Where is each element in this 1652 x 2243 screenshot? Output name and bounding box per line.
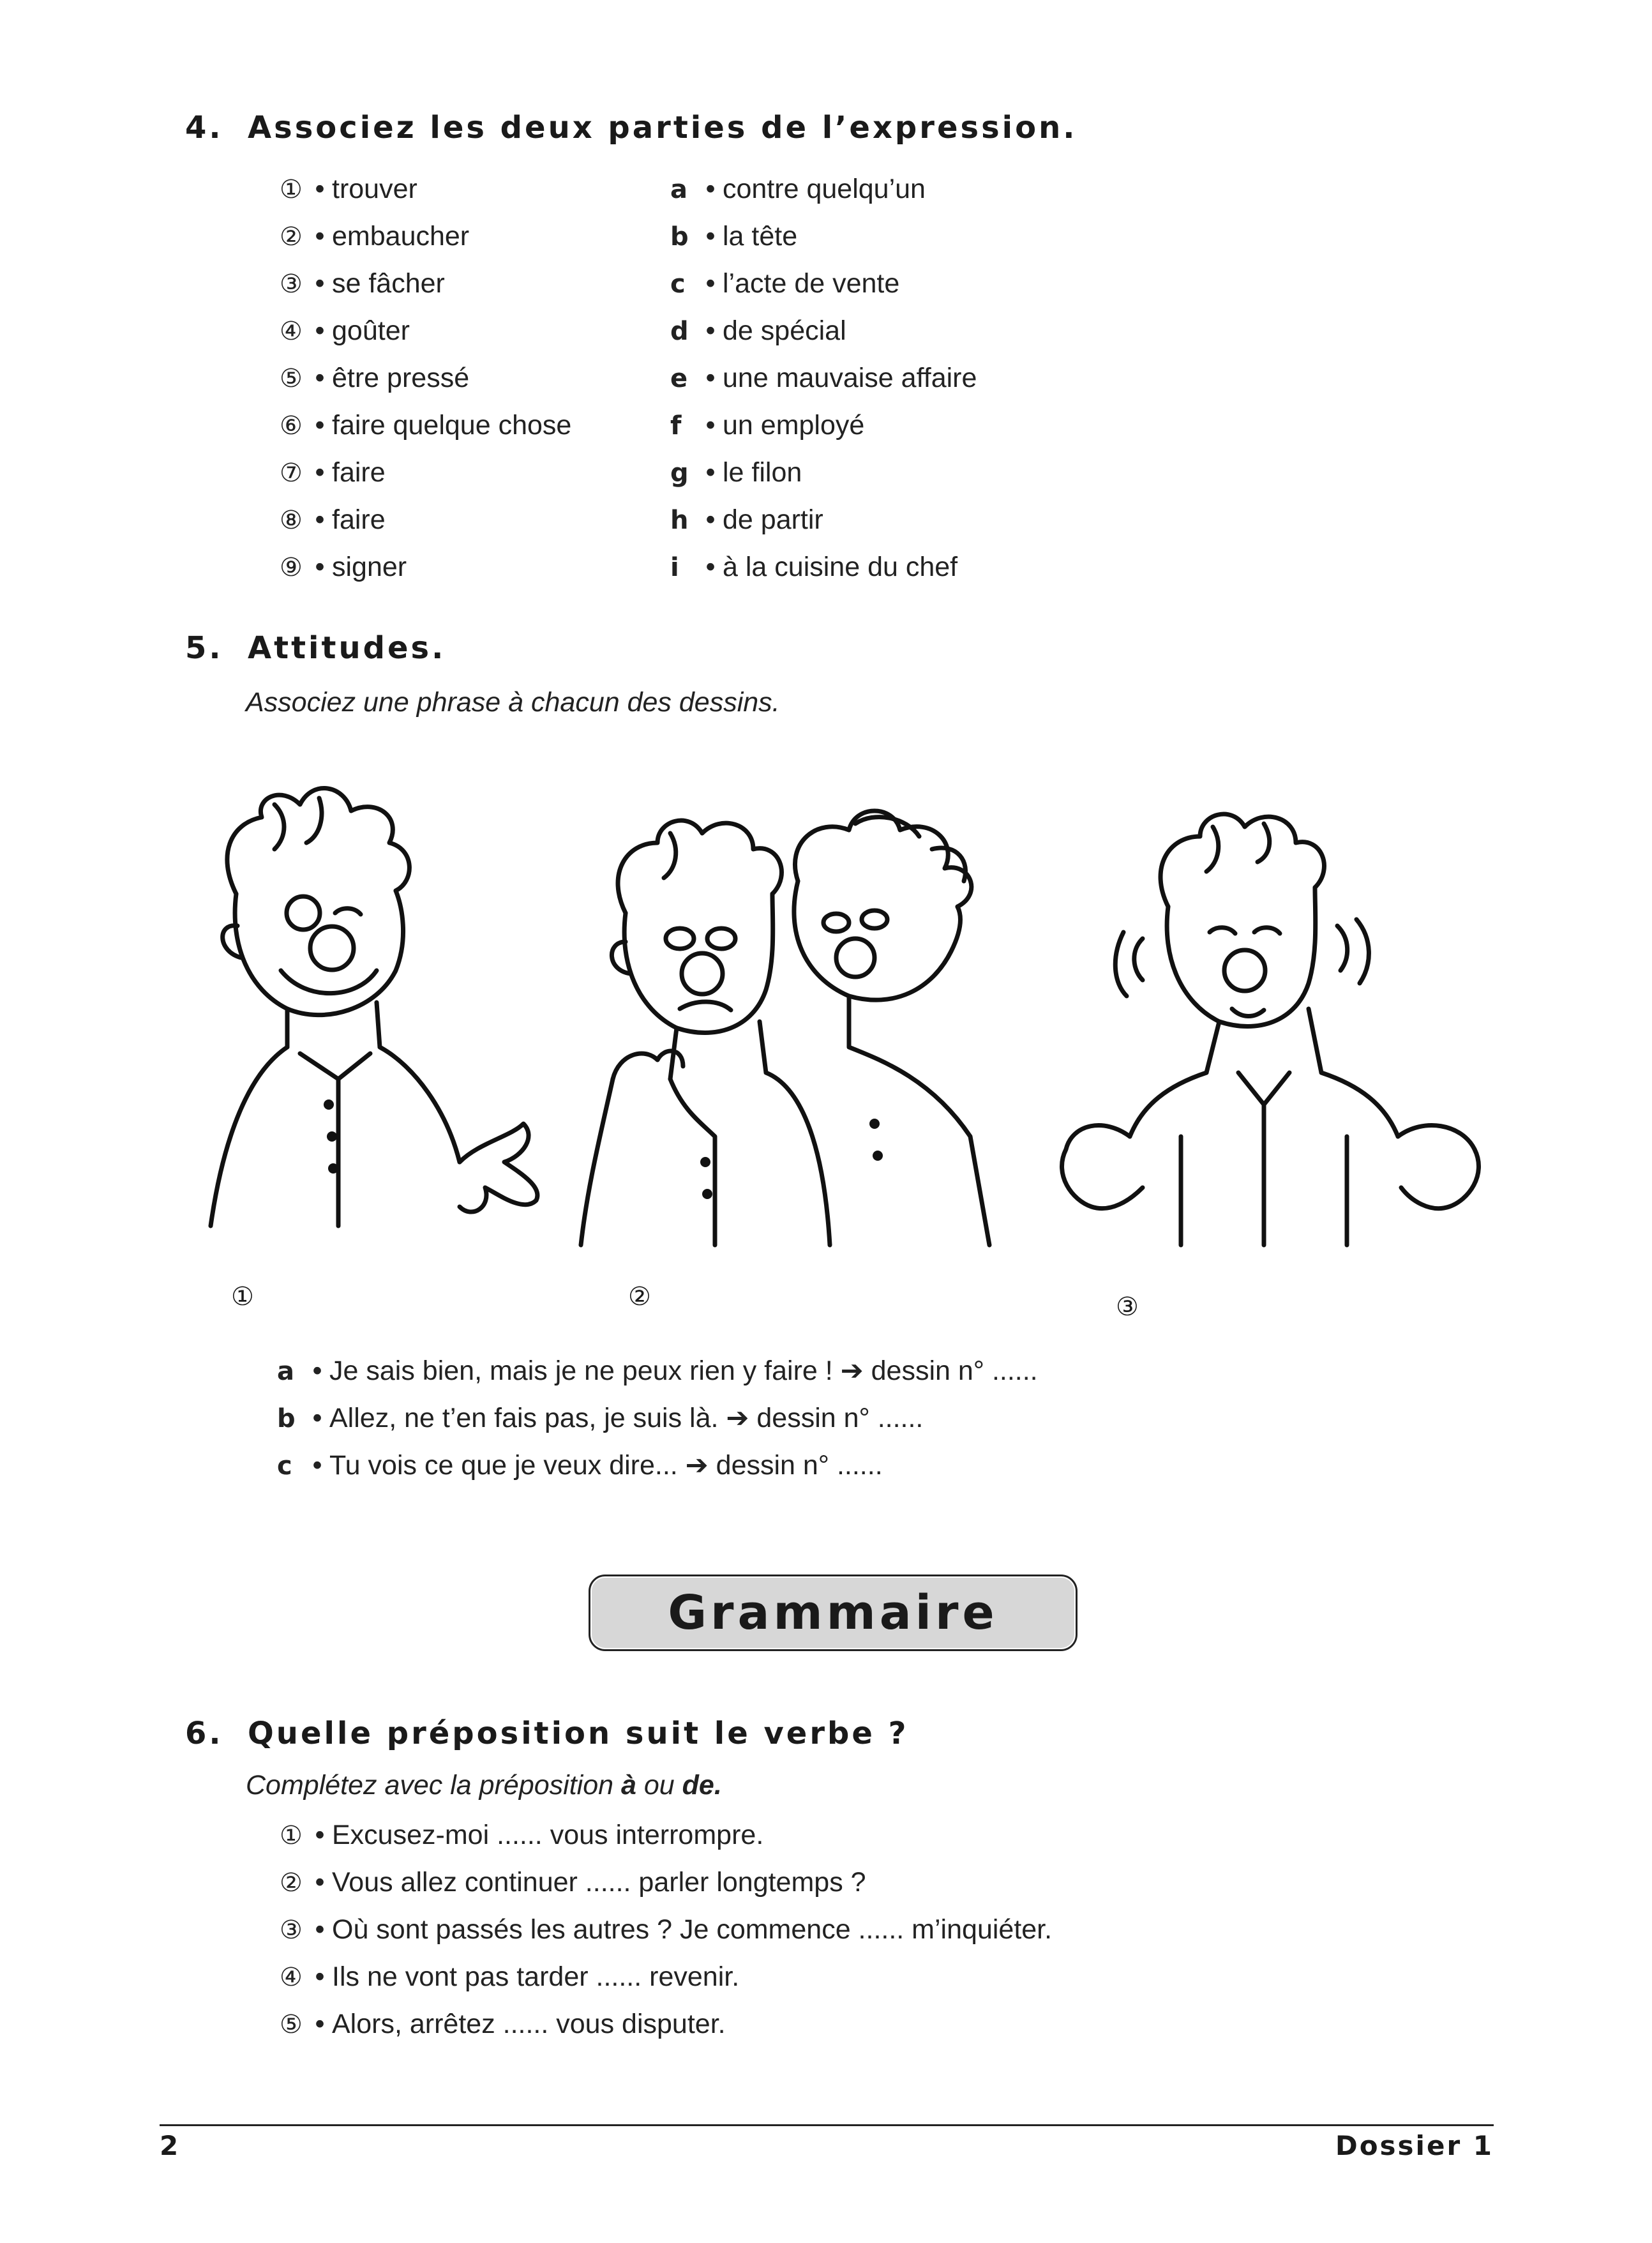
expression-start-item <box>280 363 469 394</box>
item-text: Où sont passés les autres ? Je commence ...... m’inquiéter. <box>332 1914 1053 1945</box>
exercise-sentence <box>280 2009 726 2040</box>
item-number: ⑤ <box>280 2011 303 2039</box>
section-6-title: Quelle préposition suit le verbe ? <box>248 1716 909 1751</box>
phrase-item <box>277 1449 883 1481</box>
section-6-heading <box>185 1716 908 1751</box>
item-text: contre quelqu’un <box>723 174 926 204</box>
item-number: ⑧ <box>280 506 303 534</box>
expression-start-item <box>280 457 386 488</box>
exercise-sentence <box>280 1961 739 1993</box>
item-text: se fâcher <box>332 268 445 299</box>
item-number: ① <box>280 1822 303 1850</box>
item-text: Alors, arrêtez ...... vous disputer. <box>332 2009 726 2039</box>
footer-rule <box>160 2124 1494 2126</box>
expression-end-item <box>670 221 797 252</box>
drawing-number: ③ <box>1116 1293 1139 1321</box>
item-text: à la cuisine du chef <box>723 552 958 582</box>
item-number: ② <box>280 223 303 251</box>
cartoon-two-men-consoling-drawing <box>574 804 1047 1251</box>
grammaire-banner <box>589 1575 1078 1651</box>
cartoon-man-winking-drawing <box>191 779 549 1251</box>
expression-start-item <box>280 268 445 299</box>
bullet: • <box>315 457 325 488</box>
dossier-label: Dossier 1 <box>1335 2130 1494 2161</box>
expression-end-item <box>670 315 846 347</box>
item-number: ⑦ <box>280 459 303 487</box>
item-number: ① <box>280 176 303 204</box>
section-6-instruction <box>246 1770 722 1801</box>
bullet: • <box>705 221 716 252</box>
section-4-title: Associez les deux parties de l’expression. <box>248 110 1078 146</box>
bullet: • <box>705 268 716 299</box>
item-letter: f <box>670 411 682 441</box>
expression-start-item <box>280 221 469 252</box>
section-4-number: 4. <box>185 110 223 146</box>
expression-start-item <box>280 410 571 441</box>
expression-end-item <box>670 268 899 299</box>
preposition-de: de. <box>682 1770 722 1801</box>
bullet: • <box>315 363 325 393</box>
item-text: signer <box>332 552 407 582</box>
bullet: • <box>312 1356 322 1386</box>
bullet: • <box>315 504 325 535</box>
expression-end-item <box>670 504 823 536</box>
item-letter: c <box>670 269 686 299</box>
item-number: ⑤ <box>280 365 303 393</box>
phrase-item <box>277 1402 923 1434</box>
item-number: ⑥ <box>280 412 303 440</box>
section-5-heading <box>185 630 446 666</box>
phrase-item <box>277 1355 1038 1387</box>
item-text: de partir <box>723 504 823 535</box>
bullet: • <box>705 457 716 488</box>
item-text: goûter <box>332 315 410 346</box>
item-number: ④ <box>280 317 303 345</box>
bullet: • <box>705 363 716 393</box>
item-number: ⑨ <box>280 554 303 582</box>
item-letter: i <box>670 553 679 582</box>
expression-start-item <box>280 552 407 583</box>
item-text: Vous allez continuer ...... parler longtemps ? <box>332 1867 866 1898</box>
item-text: de spécial <box>723 315 846 346</box>
bullet: • <box>705 504 716 535</box>
preposition-a: à <box>620 1770 636 1801</box>
bullet: • <box>315 174 325 204</box>
item-letter: a <box>277 1357 294 1386</box>
bullet: • <box>315 1867 325 1898</box>
item-text: Ils ne vont pas tarder ...... revenir. <box>332 1961 740 1992</box>
item-text: Je sais bien, mais je ne peux rien y faire ! ➔ dessin n° ...... <box>329 1356 1038 1386</box>
item-letter: g <box>670 458 689 488</box>
bullet: • <box>705 410 716 441</box>
item-letter: c <box>277 1451 292 1481</box>
bullet: • <box>315 552 325 582</box>
section-4-heading <box>185 110 1077 146</box>
bullet: • <box>315 1820 325 1850</box>
section-6-instruction-or: ou <box>636 1770 682 1801</box>
drawing-number: ① <box>231 1283 254 1311</box>
expression-start-item <box>280 504 386 536</box>
item-text: une mauvaise affaire <box>723 363 977 393</box>
bullet: • <box>315 315 325 346</box>
item-text: Excusez-moi ...... vous interrompre. <box>332 1820 764 1850</box>
bullet: • <box>315 1961 325 1992</box>
expression-end-item <box>670 457 802 488</box>
item-number: ③ <box>280 270 303 298</box>
bullet: • <box>315 268 325 299</box>
grammaire-banner-label: Grammaire <box>668 1585 998 1640</box>
bullet: • <box>705 315 716 346</box>
expression-end-item <box>670 174 926 205</box>
bullet: • <box>705 174 716 204</box>
section-5-instruction: Associez une phrase à chacun des dessins. <box>246 687 780 718</box>
page-number: 2 <box>160 2130 181 2161</box>
expression-start-item <box>280 315 410 347</box>
item-number: ② <box>280 1869 303 1897</box>
item-letter: h <box>670 506 689 535</box>
drawing-number: ② <box>628 1283 651 1311</box>
cartoon-man-shrugging-drawing <box>1053 804 1513 1251</box>
item-number: ④ <box>280 1963 303 1991</box>
item-text: un employé <box>723 410 865 441</box>
bullet: • <box>315 2009 325 2039</box>
bullet: • <box>312 1403 322 1433</box>
exercise-sentence <box>280 1820 763 1851</box>
item-text: le filon <box>723 457 802 488</box>
section-5-title: Attitudes. <box>248 630 446 666</box>
item-text: faire quelque chose <box>332 410 572 441</box>
bullet: • <box>315 410 325 441</box>
item-letter: d <box>670 317 689 346</box>
item-text: trouver <box>332 174 417 204</box>
item-text: faire <box>332 457 386 488</box>
bullet: • <box>315 1914 325 1945</box>
section-6-number: 6. <box>185 1716 223 1751</box>
section-6-instruction-text: Complétez avec la préposition <box>246 1770 621 1801</box>
expression-end-item <box>670 410 864 441</box>
bullet: • <box>705 552 716 582</box>
expression-end-item <box>670 363 977 394</box>
item-letter: e <box>670 364 688 393</box>
item-letter: a <box>670 175 687 204</box>
exercise-sentence <box>280 1914 1052 1945</box>
item-text: embaucher <box>332 221 470 252</box>
item-number: ③ <box>280 1916 303 1944</box>
item-text: être pressé <box>332 363 470 393</box>
exercise-sentence <box>280 1867 866 1898</box>
bullet: • <box>312 1450 322 1481</box>
expression-end-item <box>670 552 957 583</box>
item-letter: b <box>670 222 689 252</box>
expression-start-item <box>280 174 417 205</box>
item-letter: b <box>277 1404 296 1433</box>
item-text: la tête <box>723 221 798 252</box>
bullet: • <box>315 221 325 252</box>
section-5-number: 5. <box>185 630 223 666</box>
item-text: faire <box>332 504 386 535</box>
item-text: Allez, ne t’en fais pas, je suis là. ➔ dessin n° ...... <box>329 1403 924 1433</box>
item-text: l’acte de vente <box>723 268 900 299</box>
item-text: Tu vois ce que je veux dire... ➔ dessin n° ...... <box>329 1450 883 1481</box>
